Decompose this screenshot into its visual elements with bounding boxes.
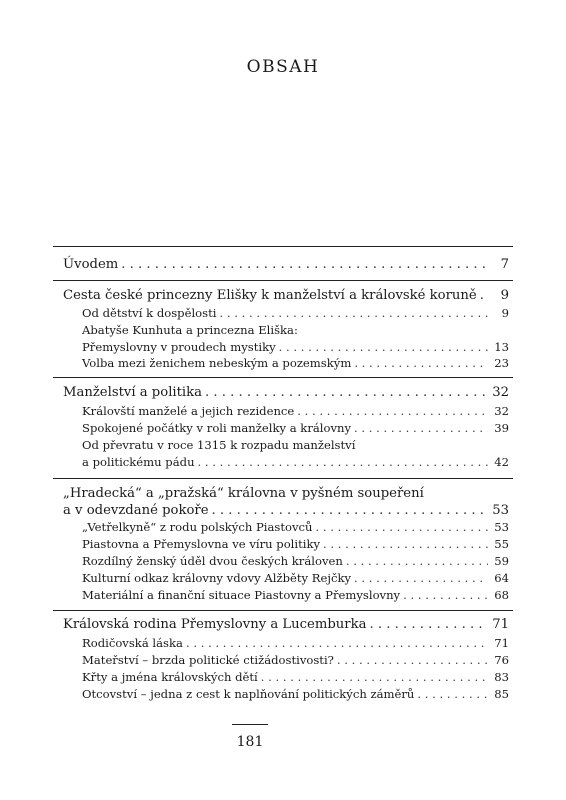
entry-label: Piastovna a Přemyslovna ve víru politiky <box>82 537 321 551</box>
toc-entry-chapter-3[interactable] <box>63 503 509 518</box>
entry-label: Úvodem <box>63 257 119 272</box>
entry-page: 32 <box>494 404 509 418</box>
entry-page: 68 <box>494 588 509 602</box>
dot-leader <box>354 421 488 435</box>
entry-label: Královská rodina Přemyslovny a Lucemburka <box>63 617 367 632</box>
entry-label: Přemyslovny v proudech mystiky <box>82 340 276 354</box>
dot-leader <box>369 617 488 632</box>
dot-leader <box>354 571 488 585</box>
dot-leader <box>205 385 488 400</box>
entry-page: 39 <box>494 421 509 435</box>
toc-entry-chapter-1-sub-3[interactable] <box>82 356 509 370</box>
toc-entry-chapter-4-sub-3[interactable] <box>82 670 509 684</box>
footer-rule <box>232 724 268 725</box>
entry-label: Křty a jména královských dětí <box>82 670 258 684</box>
entry-label: Od dětství k dospělosti <box>82 306 217 320</box>
toc-entry-chapter-3-sub-1[interactable] <box>82 520 509 534</box>
entry-page: 32 <box>492 385 509 400</box>
entry-label: Cesta české princezny Elišky k manželství a královské koruně <box>63 288 477 303</box>
entry-page: 9 <box>500 288 509 303</box>
toc-entry-chapter-1-sub-1[interactable] <box>82 306 509 320</box>
toc-entry-chapter-1-sub-2-line-1: Abatyše Kunhuta a princezna Eliška: <box>82 323 298 337</box>
toc-entry-chapter-3-sub-2[interactable] <box>82 537 509 551</box>
entry-label: Královští manželé a jejich rezidence <box>82 404 295 418</box>
toc-entry-chapter-3-sub-3[interactable] <box>82 554 509 568</box>
entry-label: Volba mezi ženichem nebeským a pozemským <box>82 356 352 370</box>
entry-label: Rodičovská láska <box>82 636 183 650</box>
section-divider <box>53 610 513 611</box>
dot-leader <box>417 687 488 701</box>
entry-label: a v odevzdané pokoře <box>63 503 209 518</box>
entry-label: Mateřství – brzda politické ctižádostivosti? <box>82 653 334 667</box>
entry-label: Manželství a politika <box>63 385 202 400</box>
section-divider <box>53 478 513 479</box>
entry-page: 55 <box>494 537 509 551</box>
entry-label: Spokojené počátky v roli manželky a královny <box>82 421 352 435</box>
page-number: 181 <box>236 734 264 750</box>
entry-label: Otcovství – jedna z cest k naplňování politických záměrů <box>82 687 415 701</box>
entry-label: a politickému pádu <box>82 455 195 469</box>
toc-entry-chapter-1-sub-2[interactable] <box>82 340 509 354</box>
entry-page: 71 <box>494 636 509 650</box>
entry-page: 7 <box>500 257 509 272</box>
entry-page: 85 <box>494 687 509 701</box>
section-divider <box>53 280 513 281</box>
dot-leader <box>337 653 488 667</box>
toc-entry-chapter-3-sub-4[interactable] <box>82 571 509 585</box>
entry-label: Rozdílný ženský úděl dvou českých královen <box>82 554 343 568</box>
toc-entry-chapter-2-sub-1[interactable] <box>82 404 509 418</box>
dot-leader <box>354 356 488 370</box>
entry-page: 13 <box>494 340 509 354</box>
section-divider <box>53 246 513 247</box>
entry-page: 59 <box>494 554 509 568</box>
dot-leader <box>212 503 489 518</box>
entry-label: „Vetřelkyně“ z rodu polských Piastovců <box>82 520 313 534</box>
toc-entry-chapter-2-sub-3[interactable] <box>82 455 509 469</box>
entry-page: 23 <box>494 356 509 370</box>
toc-entry-chapter-2-sub-3-line-1: Od převratu v roce 1315 k rozpadu manželství <box>82 438 356 452</box>
toc-entry-chapter-4-sub-2[interactable] <box>82 653 509 667</box>
entry-page: 64 <box>494 571 509 585</box>
toc-entry-chapter-2-sub-2[interactable] <box>82 421 509 435</box>
toc-entry-chapter-1[interactable] <box>63 288 509 303</box>
dot-leader <box>219 306 488 320</box>
entry-page: 53 <box>494 520 509 534</box>
dot-leader <box>323 537 488 551</box>
entry-page: 83 <box>494 670 509 684</box>
toc-entry-chapter-4[interactable] <box>63 617 509 632</box>
entry-label: Kulturní odkaz královny vdovy Alžběty Rejčky <box>82 571 352 585</box>
page-title: OBSAH <box>246 57 320 77</box>
entry-page: 76 <box>494 653 509 667</box>
dot-leader <box>198 455 488 469</box>
dot-leader <box>261 670 488 684</box>
dot-leader <box>121 257 488 272</box>
toc-entry-uvodem[interactable] <box>63 257 509 272</box>
dot-leader <box>297 404 488 418</box>
toc-entry-chapter-3-line-1: „Hradecká“ a „pražská“ královna v pyšném soupeření <box>63 486 424 501</box>
toc-entry-chapter-2[interactable] <box>63 385 509 400</box>
dot-leader <box>403 588 488 602</box>
section-divider <box>53 377 513 378</box>
toc-entry-chapter-4-sub-1[interactable] <box>82 636 509 650</box>
toc-entry-chapter-4-sub-4[interactable] <box>82 687 509 701</box>
dot-leader <box>480 288 488 303</box>
dot-leader <box>186 636 488 650</box>
entry-page: 53 <box>492 503 509 518</box>
dot-leader <box>346 554 488 568</box>
dot-leader <box>279 340 488 354</box>
entry-page: 9 <box>501 306 509 320</box>
dot-leader <box>316 520 488 534</box>
entry-label: Materiální a finanční situace Piastovny a Přemyslovny <box>82 588 401 602</box>
entry-page: 71 <box>492 617 509 632</box>
entry-page: 42 <box>494 455 509 469</box>
toc-entry-chapter-3-sub-5[interactable] <box>82 588 509 602</box>
